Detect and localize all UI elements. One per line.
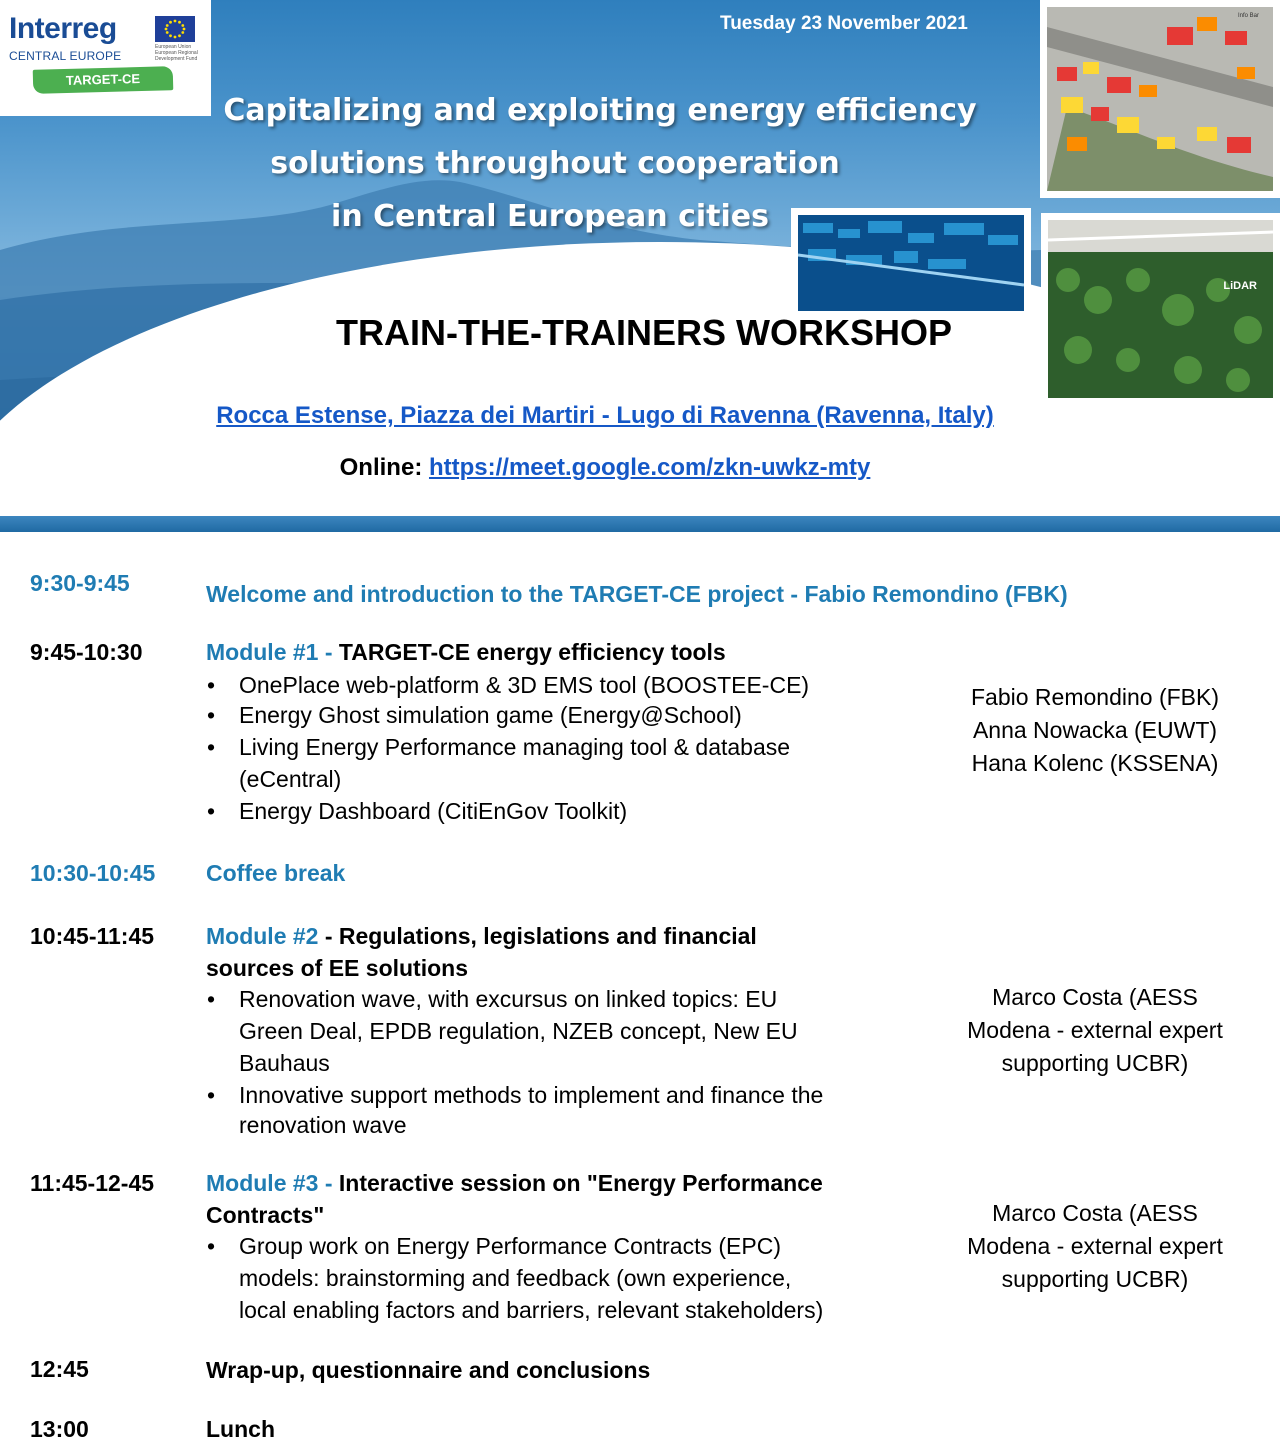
eu-flag-icon bbox=[155, 16, 195, 42]
header-bottom-band bbox=[0, 516, 1280, 532]
module-title-continuation: sources of EE solutions bbox=[206, 955, 468, 981]
list-item-continuation: Green Deal, EPDB regulation, NZEB concept, New EU bbox=[239, 1018, 798, 1044]
list-item: • Renovation wave, with excursus on linked topics: EU bbox=[207, 986, 778, 1012]
agenda-time: 9:30-9:45 bbox=[30, 570, 130, 596]
lidar-label: LiDAR bbox=[1223, 280, 1257, 292]
agenda-title: Wrap-up, questionnaire and conclusions bbox=[206, 1357, 651, 1383]
agenda-time: 11:45-12-45 bbox=[30, 1170, 155, 1196]
event-title bbox=[160, 84, 1040, 243]
online-label: Online: bbox=[339, 454, 423, 481]
speaker: Anna Nowacka (EUWT) bbox=[972, 717, 1218, 743]
list-item: • Group work on Energy Performance Contracts (EPC) bbox=[207, 1233, 781, 1259]
event-date: Tuesday 23 November 2021 bbox=[720, 13, 968, 34]
list-item: • Living Energy Performance managing tool & database bbox=[207, 734, 791, 760]
agenda-title: Welcome and introduction to the TARGET-CE project - Fabio Remondino (FBK) bbox=[206, 581, 1068, 607]
list-item: • Innovative support methods to implement and finance the bbox=[207, 1082, 824, 1108]
speaker: Marco Costa (AESS bbox=[992, 984, 1198, 1010]
meeting-link[interactable]: https://meet.google.com/zkn-uwkz-mty bbox=[428, 454, 871, 481]
list-item: • Energy Ghost simulation game (Energy@School) bbox=[207, 702, 742, 728]
agenda-title: Coffee break bbox=[206, 860, 346, 886]
speaker: Modena - external expert bbox=[967, 1017, 1223, 1043]
workshop-title: TRAIN-THE-TRAINERS WORKSHOP bbox=[336, 312, 952, 353]
module-title: TARGET-CE energy efficiency tools bbox=[338, 639, 726, 665]
online-line bbox=[0, 454, 1210, 482]
logo-title: Interreg bbox=[9, 12, 117, 45]
speaker: Marco Costa (AESS bbox=[992, 1200, 1198, 1226]
module-label: Module #3 - bbox=[206, 1170, 333, 1196]
agenda-time: 12:45 bbox=[30, 1356, 89, 1382]
agenda-module-title bbox=[206, 923, 757, 950]
module-label: Module #2 bbox=[206, 923, 319, 949]
speaker: Modena - external expert bbox=[967, 1233, 1223, 1259]
speakers bbox=[940, 981, 1250, 1080]
speaker: supporting UCBR) bbox=[1001, 1050, 1189, 1076]
list-item: • OnePlace web-platform & 3D EMS tool (BOOSTEE-CE) bbox=[207, 672, 810, 698]
module-title: - Regulations, legislations and financial bbox=[324, 923, 757, 949]
agenda-module-title bbox=[206, 1170, 823, 1197]
target-ce-badge: TARGET-CE bbox=[33, 66, 174, 94]
agenda-title: Lunch bbox=[206, 1416, 275, 1442]
agenda-time: 10:30-10:45 bbox=[30, 860, 156, 886]
list-item-continuation: local enabling factors and barriers, relevant stakeholders) bbox=[239, 1297, 824, 1323]
header-banner bbox=[0, 0, 1280, 532]
speakers bbox=[940, 681, 1250, 780]
event-title-line-2: solutions throughout cooperation bbox=[270, 146, 840, 181]
event-title-line-3: in Central European cities bbox=[331, 199, 769, 234]
module-label: Module #1 - bbox=[206, 639, 333, 665]
module-title-continuation: Contracts" bbox=[206, 1202, 325, 1228]
list-item-continuation: Bauhaus bbox=[239, 1050, 330, 1076]
list-item-continuation: models: brainstorming and feedback (own experience, bbox=[239, 1265, 792, 1291]
list-item-continuation: (eCentral) bbox=[239, 766, 342, 792]
list-item: • Energy Dashboard (CitiEnGov Toolkit) bbox=[207, 798, 628, 824]
speakers bbox=[940, 1197, 1250, 1296]
city-energy-map-image bbox=[1040, 0, 1280, 198]
eu-fund-label: European Union European Regional Development Fund bbox=[155, 44, 198, 62]
speaker: supporting UCBR) bbox=[1001, 1266, 1189, 1292]
module-title: Interactive session on "Energy Performance bbox=[338, 1170, 823, 1196]
agenda-time: 9:45-10:30 bbox=[30, 639, 143, 665]
agenda-module-title bbox=[206, 639, 726, 666]
agenda-time: 13:00 bbox=[30, 1416, 89, 1442]
map-info-bar-label: Info Bar bbox=[1237, 13, 1259, 19]
speaker: Hana Kolenc (KSSENA) bbox=[971, 750, 1219, 776]
venue-link[interactable]: Rocca Estense, Piazza dei Martiri - Lugo di Ravenna (Ravenna, Italy) bbox=[216, 402, 994, 429]
logo-subtitle: CENTRAL EUROPE bbox=[9, 49, 122, 63]
speaker: Fabio Remondino (FBK) bbox=[971, 684, 1219, 710]
list-item-continuation: renovation wave bbox=[239, 1112, 407, 1138]
lidar-forest-image bbox=[1041, 213, 1280, 405]
agenda-time: 10:45-11:45 bbox=[30, 923, 155, 949]
event-title-line-1: Capitalizing and exploiting energy efficiency bbox=[223, 93, 977, 128]
